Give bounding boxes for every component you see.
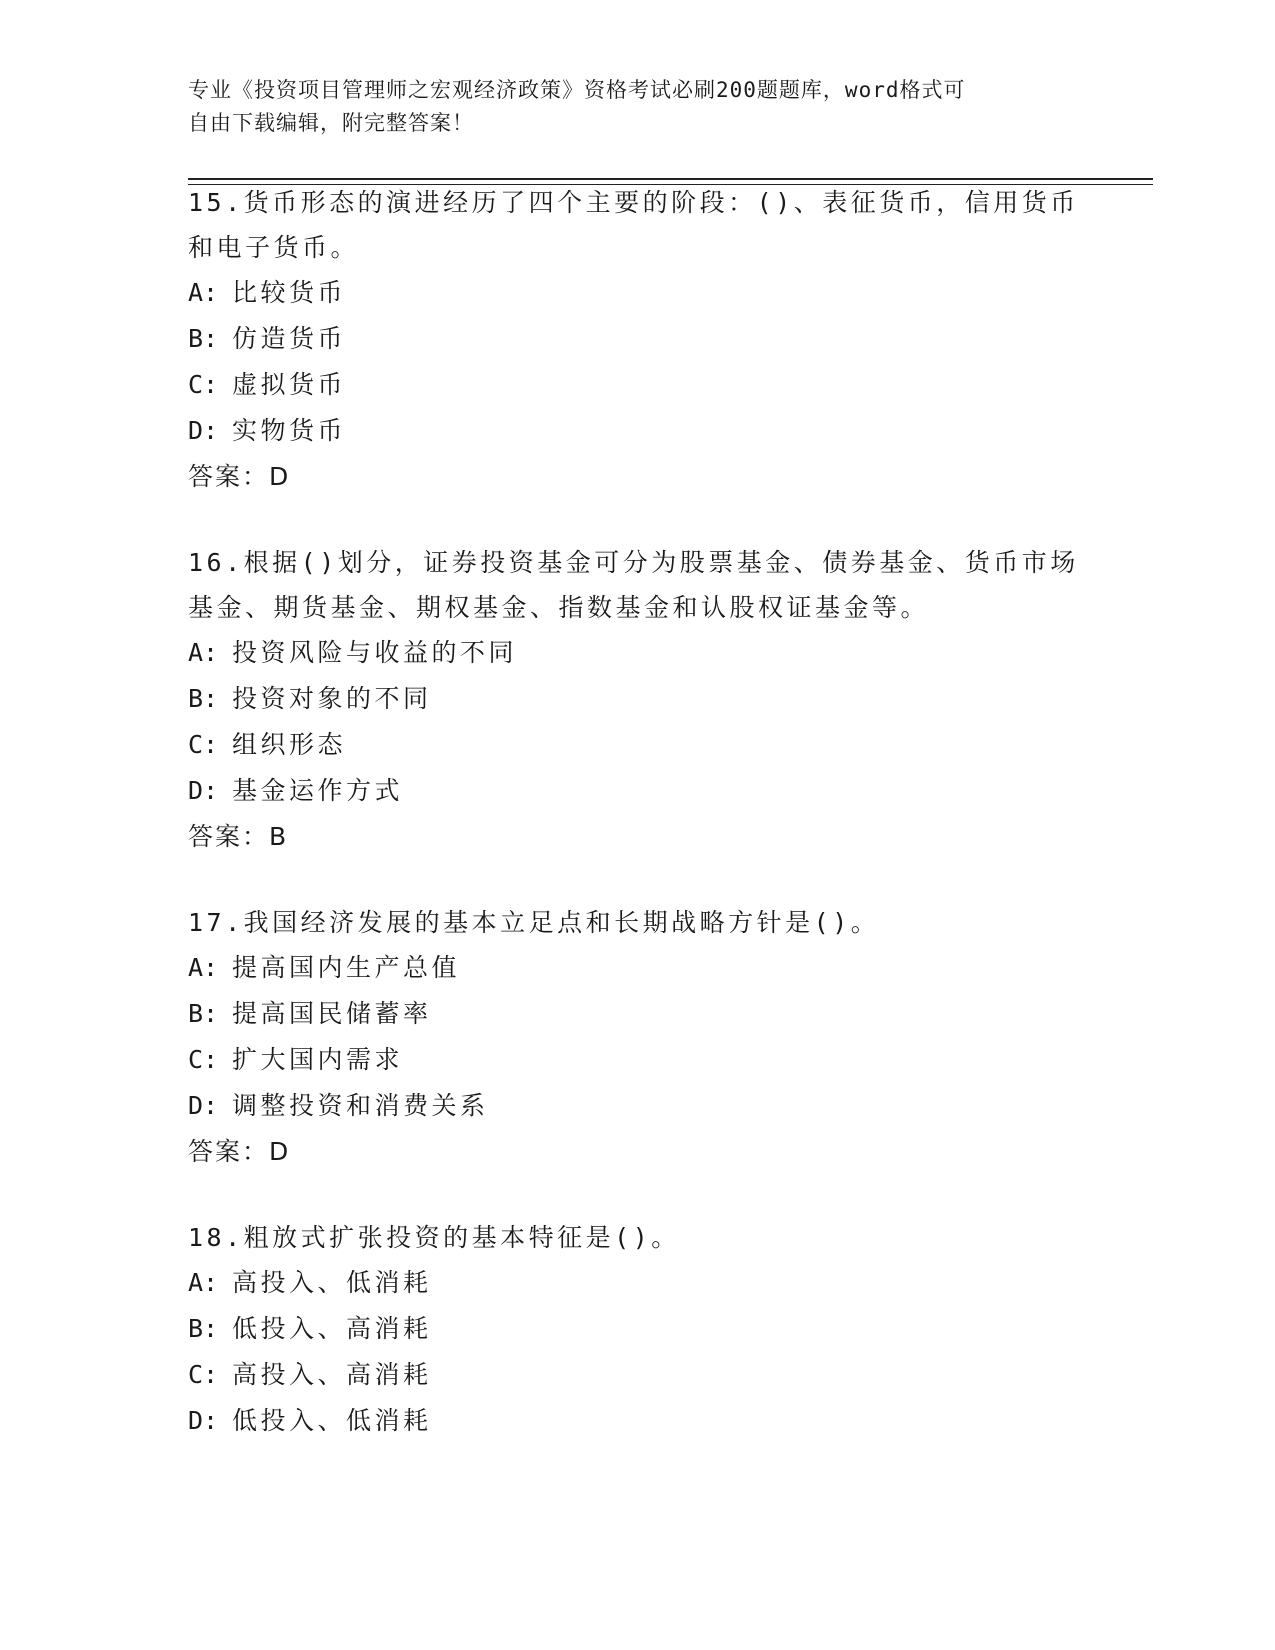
question-stem-line-1: 16.根据()划分，证券投资基金可分为股票基金、债券基金、货币市场 [188, 548, 1079, 577]
option-a [188, 1260, 1088, 1306]
answer-line: 答案：D [188, 1137, 291, 1166]
document-header [188, 74, 1078, 140]
option-text: 高投入、高消耗 [232, 1360, 432, 1389]
question-stem-line-1: 17.我国经济发展的基本立足点和长期战略方针是()。 [188, 908, 880, 937]
option-text: 基金运作方式 [232, 776, 404, 805]
option-key: D: [188, 416, 219, 445]
option-text: 投资风险与收益的不同 [232, 638, 518, 667]
option-text: 扩大国内需求 [232, 1045, 404, 1074]
question-stem-line-1: 18.粗放式扩张投资的基本特征是()。 [188, 1223, 680, 1252]
option-b [188, 316, 1088, 362]
header-line-1: 专业《投资项目管理师之宏观经济政策》资格考试必刷200题题库，word格式可 [188, 78, 966, 102]
option-text: 提高国民储蓄率 [232, 999, 432, 1028]
option-key: C: [188, 1360, 219, 1389]
option-text: 提高国内生产总值 [232, 953, 461, 982]
question-15 [188, 180, 1088, 500]
option-text: 比较货币 [232, 278, 347, 307]
option-b [188, 676, 1088, 722]
header-line-2: 自由下载编辑，附完整答案！ [188, 111, 474, 135]
option-key: D: [188, 1406, 219, 1435]
option-text: 低投入、低消耗 [232, 1406, 432, 1435]
option-text: 调整投资和消费关系 [232, 1091, 489, 1120]
option-key: C: [188, 370, 219, 399]
option-d [188, 408, 1088, 454]
option-key: A: [188, 638, 219, 667]
option-key: C: [188, 730, 219, 759]
option-text: 组织形态 [232, 730, 347, 759]
option-c [188, 1352, 1088, 1398]
option-text: 低投入、高消耗 [232, 1314, 432, 1343]
question-stem-line-2: 和电子货币。 [188, 233, 360, 262]
question-stem-line-2: 基金、期货基金、期权基金、指数基金和认股权证基金等。 [188, 593, 930, 622]
option-b [188, 1306, 1088, 1352]
option-text: 实物货币 [232, 416, 347, 445]
option-a [188, 945, 1088, 991]
option-text: 高投入、低消耗 [232, 1268, 432, 1297]
option-key: B: [188, 1314, 219, 1343]
option-d [188, 1083, 1088, 1129]
option-c [188, 362, 1088, 408]
option-key: B: [188, 684, 219, 713]
question-16 [188, 540, 1088, 860]
option-d [188, 1398, 1088, 1444]
option-key: A: [188, 953, 219, 982]
option-text: 投资对象的不同 [232, 684, 432, 713]
option-key: D: [188, 1091, 219, 1120]
question-stem-line-1: 15.货币形态的演进经历了四个主要的阶段：()、表征货币，信用货币 [188, 188, 1079, 217]
question-17 [188, 900, 1088, 1175]
answer-line: 答案：B [188, 822, 289, 851]
option-a [188, 630, 1088, 676]
option-key: C: [188, 1045, 219, 1074]
option-c [188, 1037, 1088, 1083]
option-d [188, 768, 1088, 814]
option-key: B: [188, 324, 219, 353]
option-text: 虚拟货币 [232, 370, 347, 399]
answer-line: 答案：D [188, 462, 291, 491]
option-key: B: [188, 999, 219, 1028]
option-text: 仿造货币 [232, 324, 347, 353]
option-key: A: [188, 278, 219, 307]
option-key: D: [188, 776, 219, 805]
option-key: A: [188, 1268, 219, 1297]
question-18 [188, 1215, 1088, 1444]
option-c [188, 722, 1088, 768]
option-b [188, 991, 1088, 1037]
option-a [188, 270, 1088, 316]
